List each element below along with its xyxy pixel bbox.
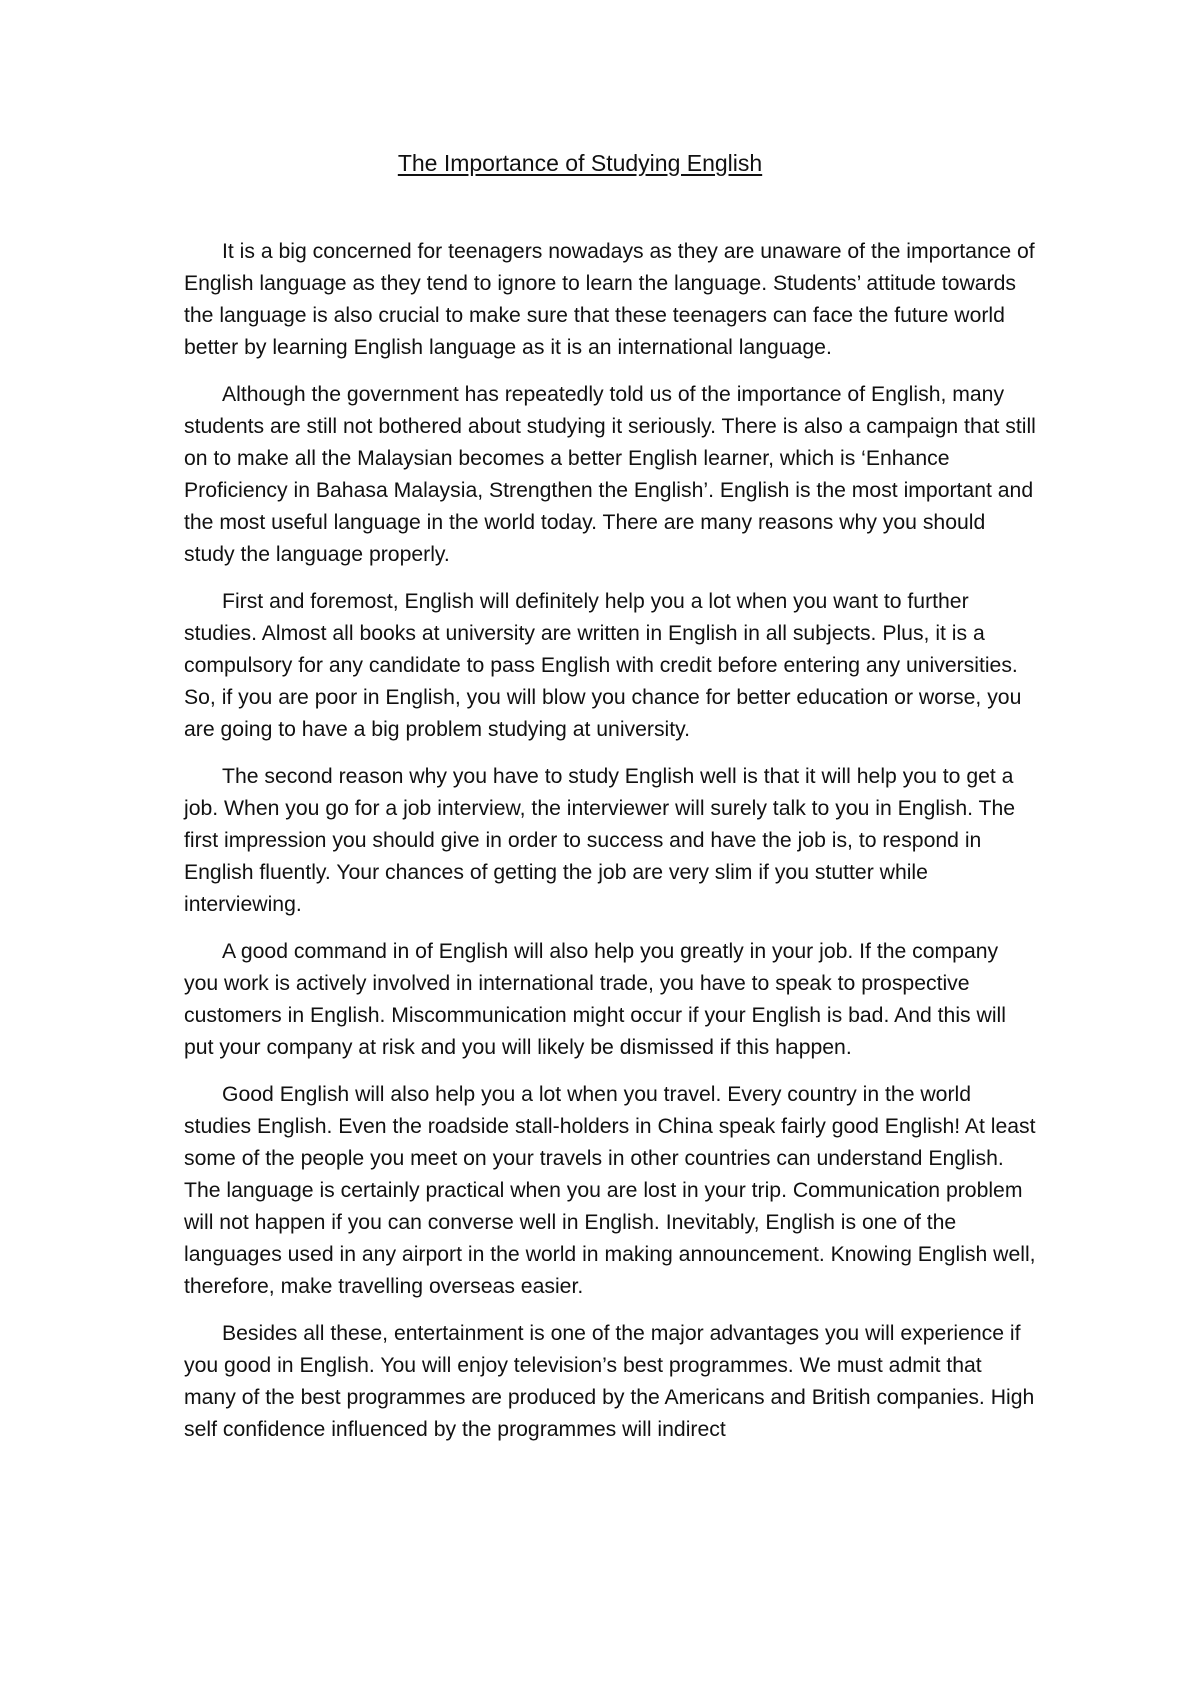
paragraph: A good command in of English will also help you greatly in your job. If the company you work is actively involved in international trade, you have to speak to prospective customers in English. Miscommunication might occur if your English is bad. And this will put your company at risk and you will likely be dismissed if this happen. [184, 940, 1006, 1059]
document-body [184, 236, 1036, 1461]
paragraph: First and foremost, English will definitely help you a lot when you want to further studies. Almost all books at university are written in English in all subjects. Plus, it is a compulsory for any candidate to pass English with credit before entering any universities. So, if you are poor in English, you will blow you chance for better education or worse, you are going to have a big problem studying at university. [184, 590, 1022, 741]
paragraph: Although the government has repeatedly told us of the importance of English, many students are still not bothered about studying it seriously. There is also a campaign that still on to make all the Malaysian becomes a better English learner, which is ‘Enhance Proficiency in Bahasa Malaysia, Strengthen the English’. English is the most important and the most useful language in the world today. There are many reasons why you should study the language properly. [184, 383, 1036, 566]
paragraph: It is a big concerned for teenagers nowadays as they are unaware of the importance of English language as they tend to ignore to learn the language. Students’ attitude towards the language is also crucial to make sure that these teenagers can face the future world better by learning English language as it is an international language. [184, 240, 1035, 359]
document-title: The Importance of Studying English [397, 150, 763, 176]
paragraph: Besides all these, entertainment is one of the major advantages you will experience if you good in English. You will enjoy television’s best programmes. We must admit that many of the best programmes are produced by the Americans and British companies. High self confidence influenced by the programmes will indirect [184, 1322, 1035, 1441]
paragraph: Good English will also help you a lot when you travel. Every country in the world studies English. Even the roadside stall-holders in China speak fairly good English! At least some of the people you meet on your travels in other countries can understand English. The language is certainly practical when you are lost in your trip. Communication problem will not happen if you can converse well in English. Inevitably, English is one of the languages used in any airport in the world in making announcement. Knowing English well, therefore, make travelling overseas easier. [184, 1083, 1036, 1298]
paragraph: The second reason why you have to study English well is that it will help you to get a job. When you go for a job interview, the interviewer will surely talk to you in English. The first impression you should give in order to success and have the job is, to respond in English fluently. Your chances of getting the job are very slim if you stutter while interviewing. [184, 765, 1016, 916]
